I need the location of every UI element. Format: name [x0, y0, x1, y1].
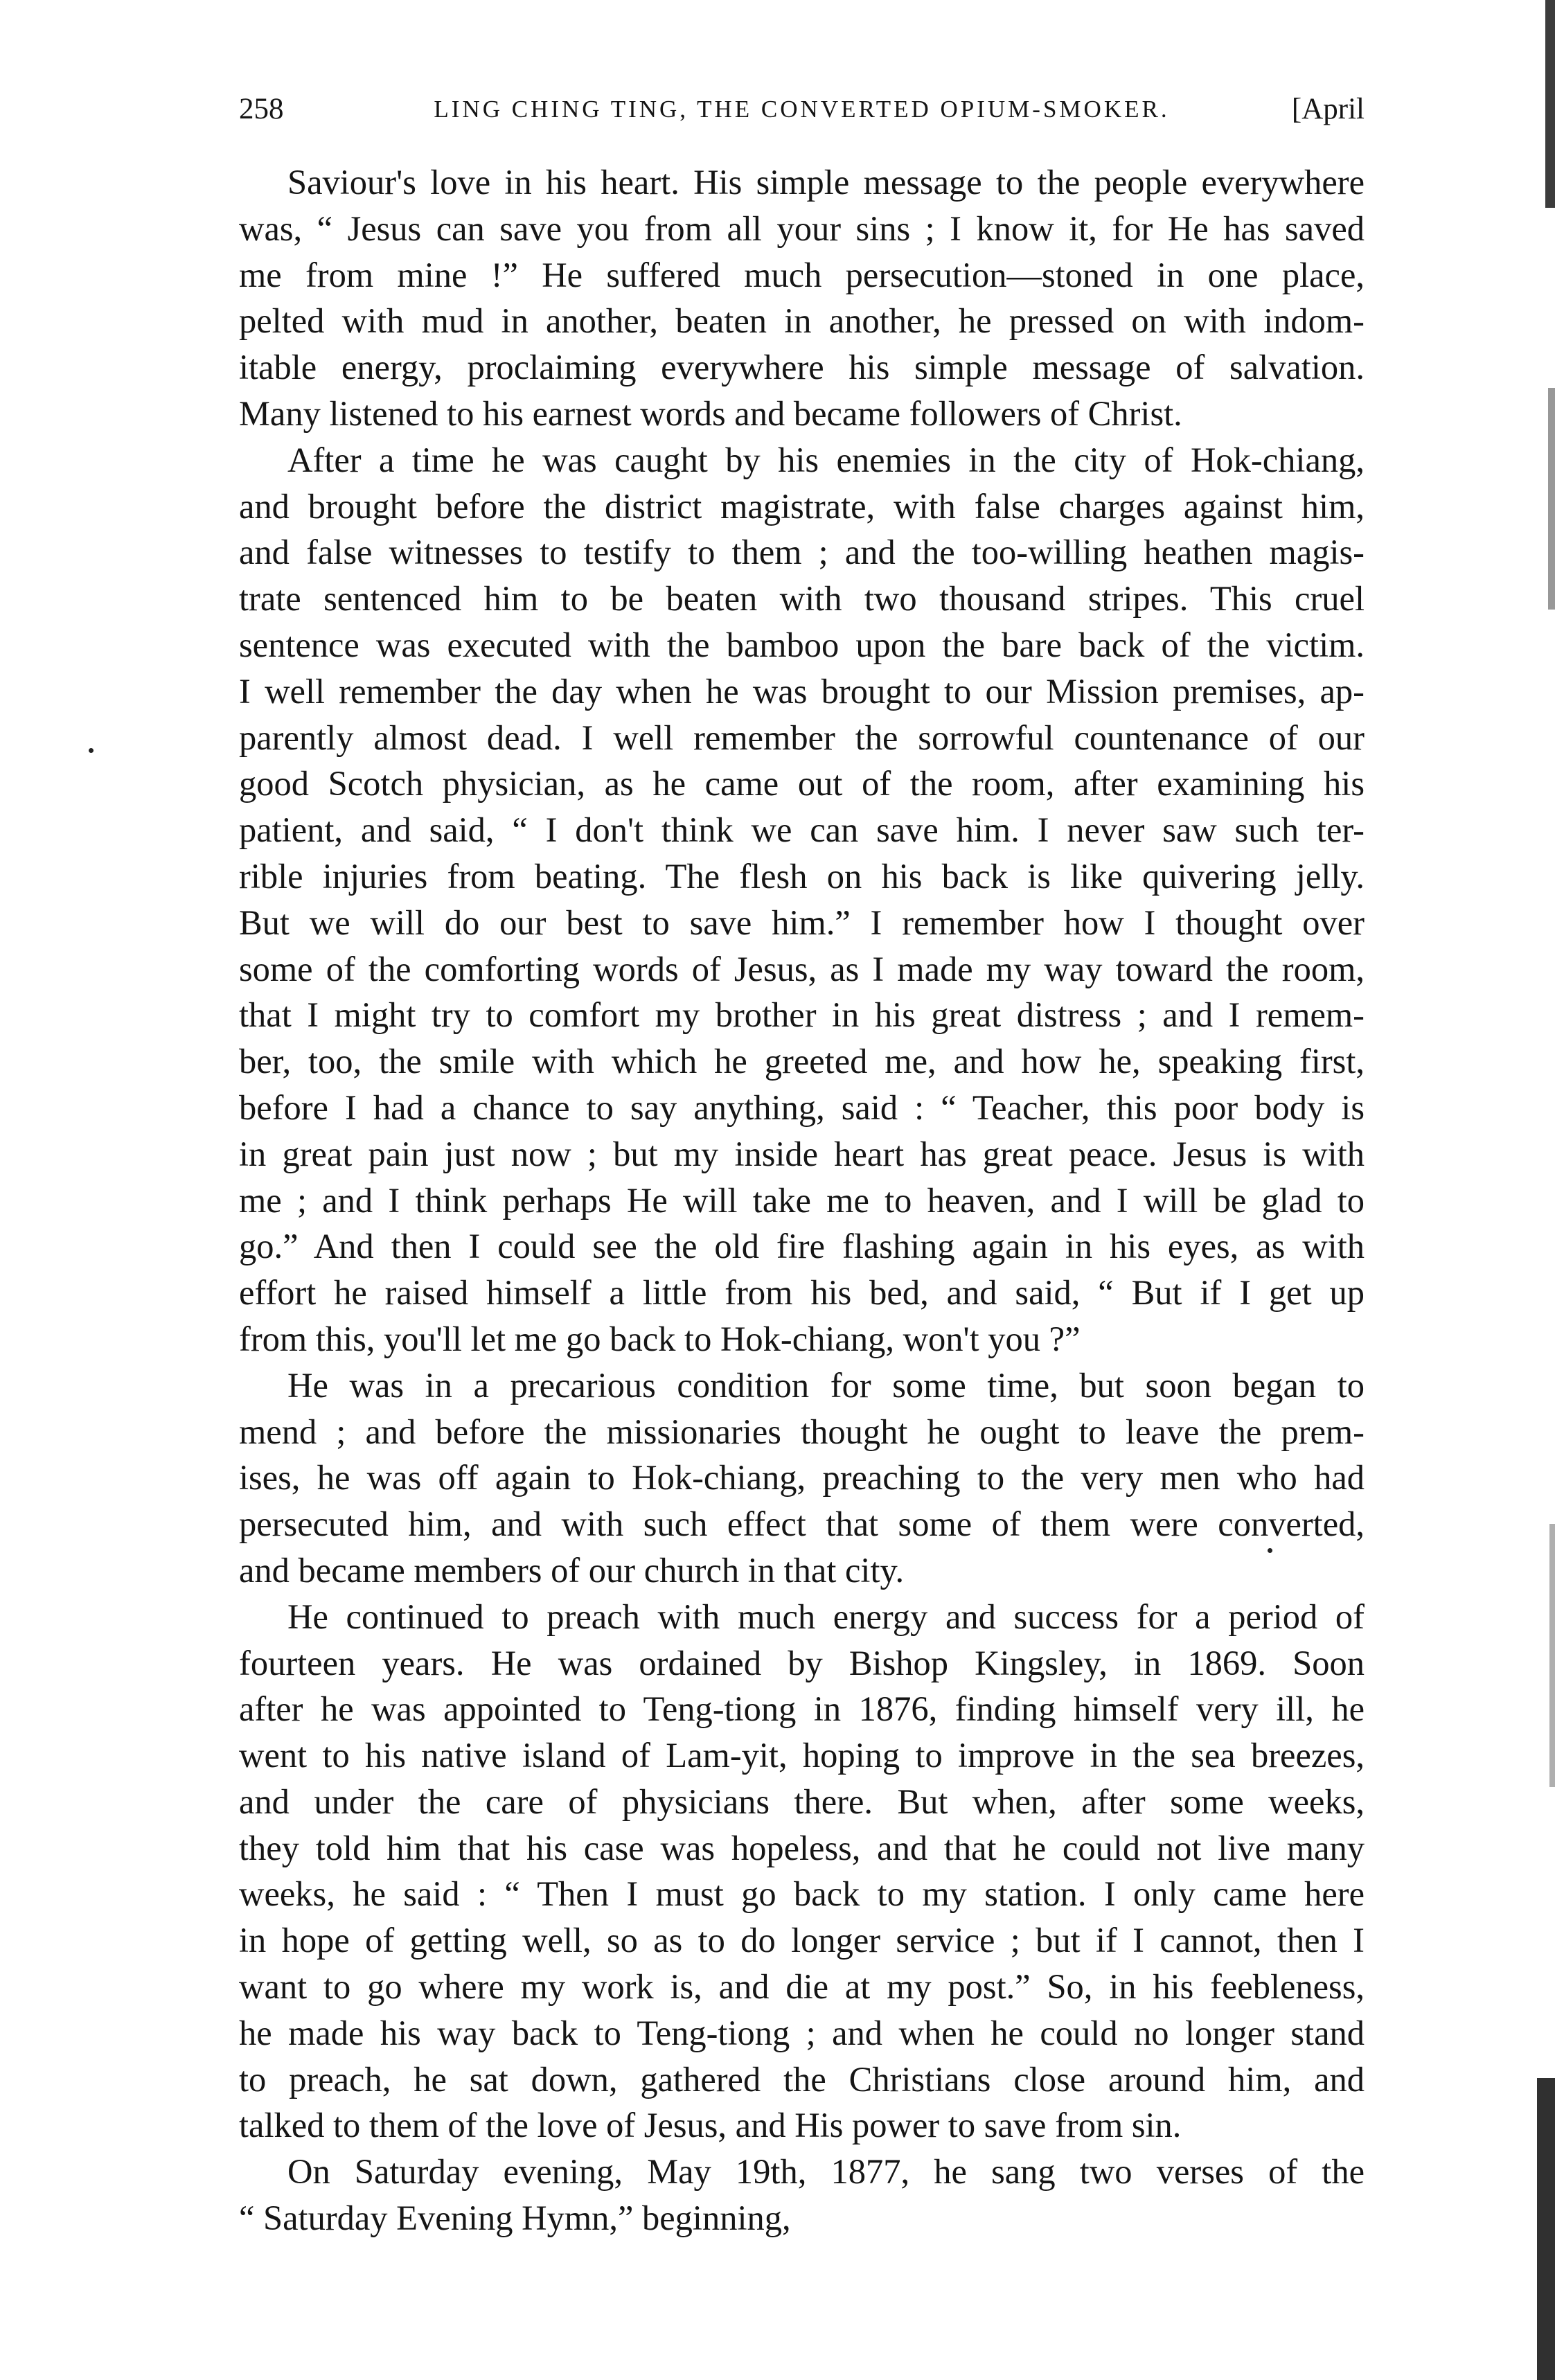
text-line: trate sentenced him to be beaten with two thousand stripes. This cruel [239, 579, 1365, 619]
paragraph [239, 1362, 1365, 1594]
scan-edge-mark [1548, 388, 1555, 610]
text-line: sentence was executed with the bamboo upon the bare back of the victim. [239, 625, 1365, 664]
text-line: he made his way back to Teng-tiong ; and when he could no longer stand [239, 2013, 1365, 2052]
text-line: go.” And then I could see the old fire flashing again in his eyes, as with [239, 1227, 1365, 1266]
body-text [239, 159, 1365, 2241]
text-line: and false witnesses to testify to them ; and the too-willing heathen magis- [239, 533, 1365, 572]
text-line: ber, too, the smile with which he greeted me, and how he, speaking first, [239, 1042, 1365, 1081]
text-line: and brought before the district magistrate, with false charges against him, [239, 486, 1365, 526]
paragraph [239, 437, 1365, 1362]
text-line: He was in a precarious condition for some time, but soon began to [287, 1365, 1365, 1405]
scan-edge-mark [1549, 1524, 1555, 1787]
text-line: patient, and said, “ I don't think we can save him. I never saw such ter- [239, 810, 1365, 850]
text-line: and under the care of physicians there. But when, after some weeks, [239, 1782, 1365, 1821]
running-head [239, 89, 1365, 130]
text-line: Saviour's love in his heart. His simple message to the people everywhere [287, 163, 1365, 202]
paragraph [239, 1594, 1365, 2149]
running-head-month: [April [1291, 93, 1365, 125]
text-line: before I had a chance to say anything, said : “ Teacher, this poor body is [239, 1087, 1365, 1127]
text-line: me from mine !” He suffered much persecution—stoned in one place, [239, 255, 1365, 294]
text-line: some of the comforting words of Jesus, as I made my way toward the room, [239, 949, 1365, 988]
text-line: parently almost dead. I well remember the sorrowful countenance of our [239, 718, 1365, 757]
scan-edge-mark [1537, 2078, 1555, 2380]
text-line: weeks, he said : “ Then I must go back to my station. I only came here [239, 1874, 1365, 1914]
text-line: pelted with mud in another, beaten in another, he pressed on with indom- [239, 301, 1365, 341]
text-line: effort he raised himself a little from his bed, and said, “ But if I get up [239, 1273, 1365, 1313]
text-line: But we will do our best to save him.” I remember how I thought over [239, 903, 1365, 942]
text-line: itable energy, proclaiming everywhere his simple message of salvation. [239, 348, 1365, 387]
text-line: ises, he was off again to Hok-chiang, preaching to the very men who had [239, 1458, 1365, 1498]
running-title: LING CHING TING, THE CONVERTED OPIUM-SMOKER. [434, 96, 1170, 123]
paragraph [239, 2149, 1365, 2241]
text-line: and became members of our church in that city. [239, 1550, 905, 1590]
text-line: “ Saturday Evening Hymn,” beginning, [239, 2199, 791, 2238]
text-line: that I might try to comfort my brother in his great distress ; and I remem- [239, 995, 1365, 1035]
text-line: went to his native island of Lam-yit, hoping to improve in the sea breezes, [239, 1736, 1365, 1775]
page-number: 258 [239, 93, 284, 125]
text-line: they told him that his case was hopeless, and that he could not live many [239, 1828, 1365, 1867]
text-line: rible injuries from beating. The flesh on his back is like quivering jelly. [239, 856, 1365, 896]
text-line: Many listened to his earnest words and became followers of Christ. [239, 393, 1182, 433]
text-line: He continued to preach with much energy and success for a period of [287, 1597, 1365, 1636]
text-line: after he was appointed to Teng-tiong in 1876, finding himself very ill, he [239, 1689, 1365, 1729]
text-line: persecuted him, and with such effect that some of them were converted, [239, 1504, 1365, 1544]
text-line: On Saturday evening, May 19th, 1877, he sang two verses of the [287, 2152, 1365, 2192]
text-line: After a time he was caught by his enemies in the city of Hok-chiang, [287, 440, 1365, 479]
text-line: was, “ Jesus can save you from all your sins ; I know it, for He has saved [239, 208, 1365, 248]
text-line: fourteen years. He was ordained by Bishop Kingsley, in 1869. Soon [239, 1643, 1365, 1682]
text-line: good Scotch physician, as he came out of the room, after examining his [239, 764, 1365, 803]
text-line: to preach, he sat down, gathered the Christians close around him, and [239, 2059, 1365, 2099]
stray-dot [1268, 1548, 1272, 1553]
text-line: me ; and I think perhaps He will take me to heaven, and I will be glad to [239, 1180, 1365, 1220]
text-line: want to go where my work is, and die at my post.” So, in his feebleness, [239, 1967, 1365, 2007]
text-line: in hope of getting well, so as to do longer service ; but if I cannot, then I [239, 1921, 1365, 1960]
paragraph [239, 159, 1365, 437]
text-line: mend ; and before the missionaries thought he ought to leave the prem- [239, 1412, 1365, 1451]
text-line: from this, you'll let me go back to Hok-chiang, won't you ?” [239, 1319, 1081, 1358]
text-line: in great pain just now ; but my inside heart has great peace. Jesus is with [239, 1134, 1365, 1173]
stray-dot [89, 748, 94, 753]
text-line: I well remember the day when he was brought to our Mission premises, ap- [239, 671, 1365, 711]
scan-edge-mark [1545, 0, 1555, 208]
text-line: talked to them of the love of Jesus, and His power to save from sin. [239, 2106, 1182, 2145]
